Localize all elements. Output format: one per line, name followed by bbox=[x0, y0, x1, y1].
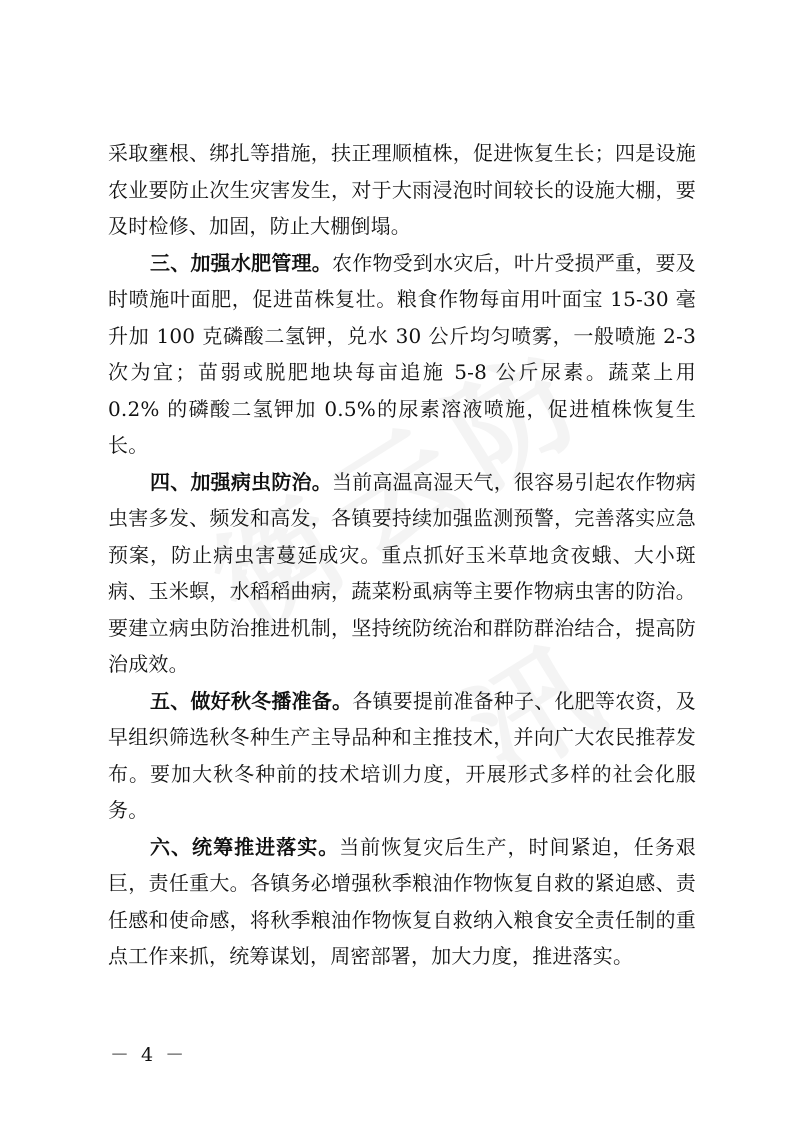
paragraph-text: 当前恢复灾后生产，时间紧迫，任务艰巨，责任重大。各镇务必增强秋季粮油作物恢复自救的紧迫感、责任感和使命感，将秋季粮油作物恢复自救纳入粮食安全责任制的重点工作来抓，统筹谋划，周密部署，加大力度，推进落实。 bbox=[108, 834, 696, 968]
paragraph-text: 当前高温高湿天气，很容易引起农作物病虫害多发、频发和高发，各镇要持续加强监测预警，完善落实应急预案，防止病虫害蔓延成灾。重点抓好玉米草地贪夜蛾、大小斑病、玉米螟，水稻稻曲病，蔬菜粉虱病等主要作物病虫害的防治。要建立病虫防治推进机制，坚持统防统治和群防群治结合，提高防治成效。 bbox=[108, 469, 696, 676]
paragraph-continued bbox=[108, 135, 696, 245]
page-number: － 4 － bbox=[110, 1044, 188, 1066]
paragraph-section-five bbox=[108, 683, 696, 829]
paragraph-section-three bbox=[108, 245, 696, 464]
paragraph-section-six bbox=[108, 829, 696, 975]
section-heading: 六、统筹推进落实。 bbox=[150, 834, 340, 859]
section-heading: 三、加强水肥管理。 bbox=[150, 250, 332, 275]
paragraph-text: 各镇要提前准备种子、化肥等农资，及早组织筛选秋冬种生产主导品种和主推技术，并向广大农民推荐发布。要加大秋冬种前的技术培训力度，开展形式多样的社会化服务。 bbox=[108, 688, 696, 822]
paragraph-text: 采取壅根、绑扎等措施，扶正理顺植株，促进恢复生长；四是设施农业要防止次生灾害发生，对于大雨浸泡时间较长的设施大棚，要及时检修、加固，防止大棚倒塌。 bbox=[108, 141, 696, 238]
paragraph-text: 农作物受到水灾后，叶片受损严重，要及时喷施叶面肥，促进苗株复壮。粮食作物每亩用叶面宝 15-30 毫升加 100 克磷酸二氢钾，兑水 30 公斤均匀喷雾，一般喷施 2-3 次为宜；苗弱或脱肥地块每亩追施 5-8 公斤尿素。蔬菜上用 0.2% 的磷酸二氢钾加 0.5%的尿素溶液喷施，促进植株恢复生长。 bbox=[108, 250, 696, 457]
paragraph-section-four bbox=[108, 464, 696, 683]
body-text bbox=[108, 135, 696, 975]
section-heading: 四、加强病虫防治。 bbox=[150, 469, 332, 494]
section-heading: 五、做好秋冬播准备。 bbox=[150, 688, 353, 713]
